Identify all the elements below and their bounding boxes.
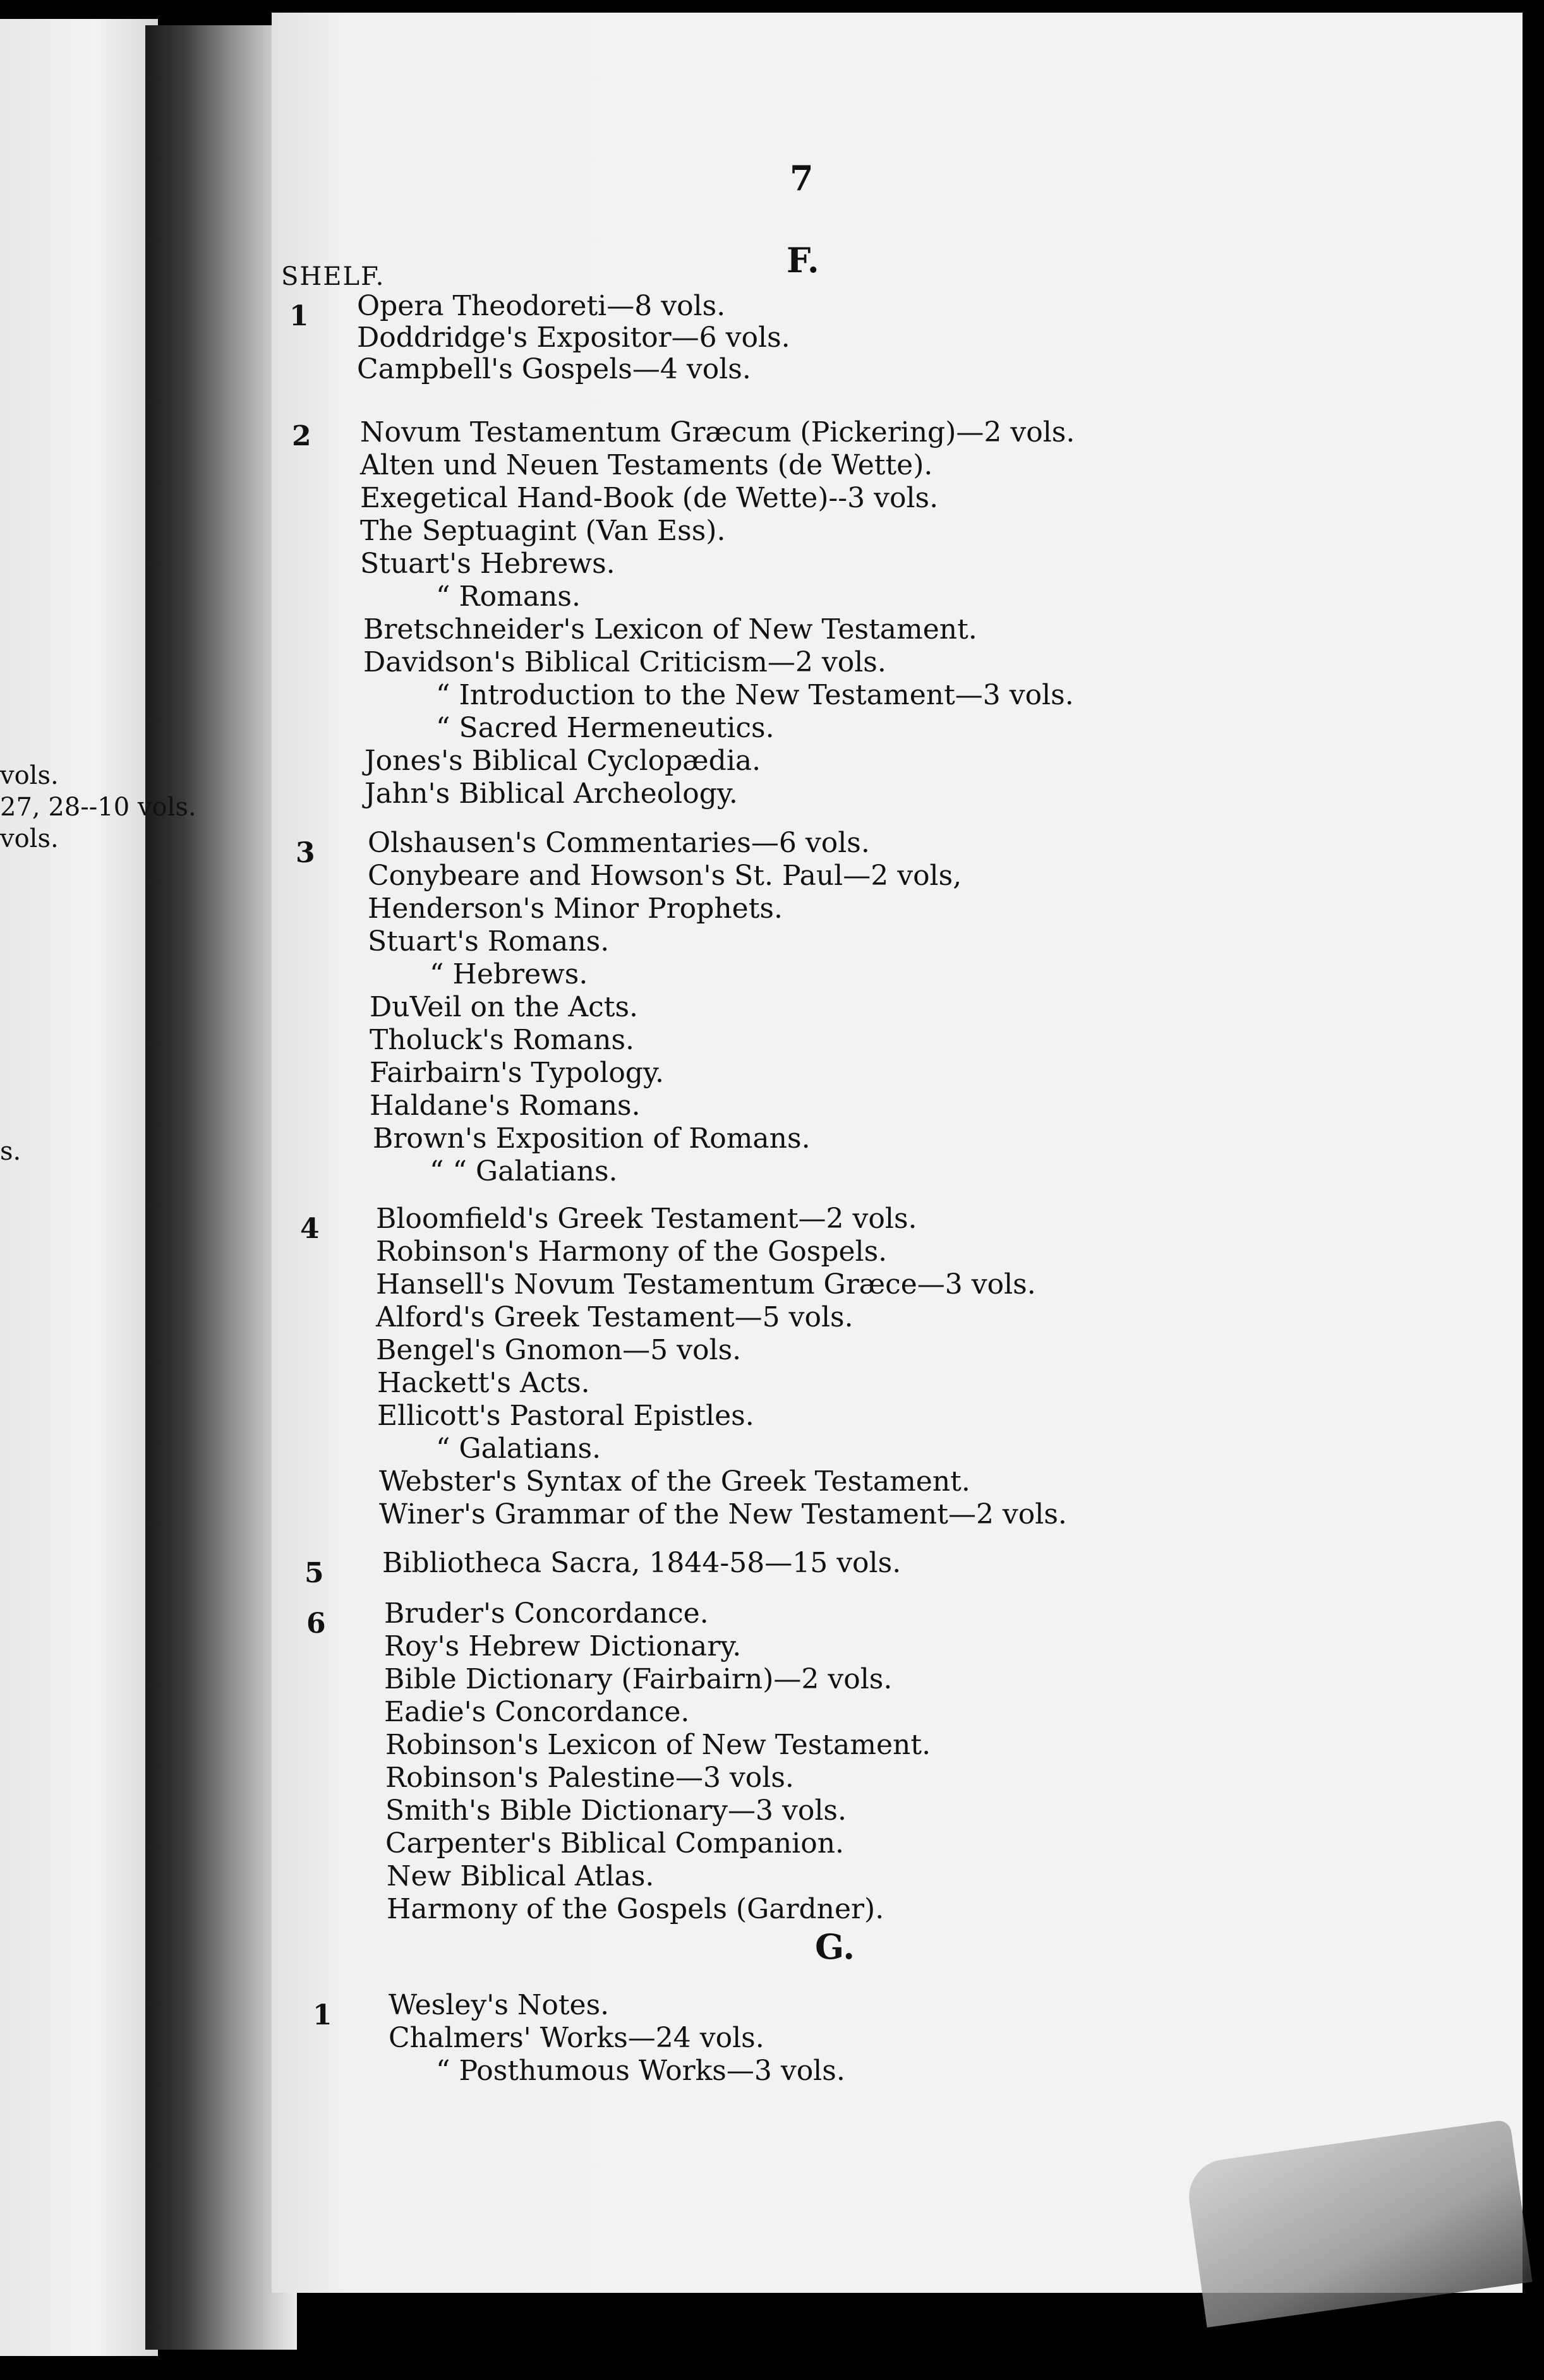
book-entry: Doddridge's Expositor—6 vols. (357, 322, 790, 354)
book-entry: Bruder's Concordance. (384, 1597, 709, 1630)
book-entry: Alford's Greek Testament—5 vols. (376, 1301, 853, 1333)
book-entry: Robinson's Lexicon of New Testament. (385, 1729, 931, 1761)
book-entry: Fairbairn's Typology. (370, 1057, 664, 1089)
left-fragment: vols. (0, 824, 59, 853)
book-entry: Chalmers' Works—24 vols. (389, 2022, 764, 2054)
shelf-header: SHELF. (281, 262, 385, 291)
book-entry: New Biblical Atlas. (387, 1860, 654, 1892)
section-letter-f: F. (787, 240, 819, 280)
book-entry: Alten und Neuen Testaments (de Wette). (360, 449, 933, 481)
book-entry: Harmony of the Gospels (Gardner). (387, 1893, 884, 1925)
book-entry: Bibliotheca Sacra, 1844-58—15 vols. (382, 1547, 902, 1579)
shelf-number: 2 (292, 420, 311, 452)
book-entry: Jahn's Biblical Archeology. (365, 778, 738, 810)
book-entry: Stuart's Romans. (368, 925, 610, 958)
book-entry: Brown's Exposition of Romans. (373, 1122, 811, 1155)
left-fragment: s. (0, 1137, 21, 1166)
book-entry: Bretschneider's Lexicon of New Testament. (363, 613, 977, 646)
left-page (0, 19, 158, 2356)
book-entry: “ Romans. (436, 580, 581, 613)
shelf-number: 6 (306, 1608, 326, 1640)
book-entry: Campbell's Gospels—4 vols. (357, 353, 751, 385)
book-entry: DuVeil on the Acts. (370, 991, 639, 1023)
book-entry: Roy's Hebrew Dictionary. (384, 1630, 742, 1662)
book-entry: Robinson's Palestine—3 vols. (385, 1762, 794, 1794)
section-letter-g: G. (815, 1926, 855, 1967)
book-entry: Davidson's Biblical Criticism—2 vols. (363, 646, 886, 678)
book-entry: Ellicott's Pastoral Epistles. (377, 1400, 754, 1432)
book-entry: Hansell's Novum Testamentum Græce—3 vols. (376, 1268, 1036, 1301)
shelf-number: 5 (305, 1557, 324, 1589)
shelf-number: 1 (289, 300, 309, 332)
book-entry: “ Galatians. (436, 1433, 601, 1465)
book-entry: Haldane's Romans. (370, 1090, 641, 1122)
book-entry: Hackett's Acts. (377, 1367, 590, 1399)
book-entry: Opera Theodoreti—8 vols. (357, 290, 726, 322)
book-entry: Robinson's Harmony of the Gospels. (376, 1235, 888, 1268)
book-entry: Novum Testamentum Græcum (Pickering)—2 vols. (360, 416, 1075, 448)
book-entry: “ Posthumous Works—3 vols. (436, 2055, 845, 2087)
shelf-number: 1 (313, 1999, 332, 2031)
book-entry: Conybeare and Howson's St. Paul—2 vols, (368, 860, 962, 892)
book-entry: “ Introduction to the New Testament—3 vols. (436, 679, 1074, 711)
book-entry: Bengel's Gnomon—5 vols. (376, 1334, 742, 1366)
book-entry: Bible Dictionary (Fairbairn)—2 vols. (384, 1663, 893, 1695)
book-entry: The Septuagint (Van Ess). (360, 515, 726, 547)
book-entry: Jones's Biblical Cyclopædia. (365, 745, 761, 777)
book-entry: Winer's Grammar of the New Testament—2 vols. (379, 1498, 1067, 1530)
book-entry: Tholuck's Romans. (370, 1024, 635, 1056)
shelf-number: 4 (300, 1213, 320, 1245)
book-entry: Webster's Syntax of the Greek Testament. (379, 1465, 970, 1498)
book-entry: Eadie's Concordance. (384, 1696, 690, 1728)
book-entry: Wesley's Notes. (389, 1989, 610, 2021)
book-entry: Bloomfield's Greek Testament—2 vols. (376, 1203, 917, 1235)
book-entry: “ Hebrews. (430, 958, 588, 990)
book-entry: “ Sacred Hermeneutics. (436, 712, 775, 744)
shelf-number: 3 (296, 837, 315, 869)
book-entry: Stuart's Hebrews. (360, 548, 615, 580)
left-fragment: 27, 28--10 vols. (0, 793, 196, 822)
book-entry: “ “ Galatians. (430, 1155, 618, 1187)
book-entry: Olshausen's Commentaries—6 vols. (368, 827, 870, 859)
left-fragment: vols. (0, 761, 59, 790)
book-entry: Carpenter's Biblical Companion. (385, 1827, 845, 1860)
book-entry: Henderson's Minor Prophets. (368, 892, 783, 925)
book-entry: Smith's Bible Dictionary—3 vols. (385, 1794, 847, 1827)
book-entry: Exegetical Hand-Book (de Wette)--3 vols. (360, 482, 939, 514)
page-number: 7 (790, 158, 814, 198)
